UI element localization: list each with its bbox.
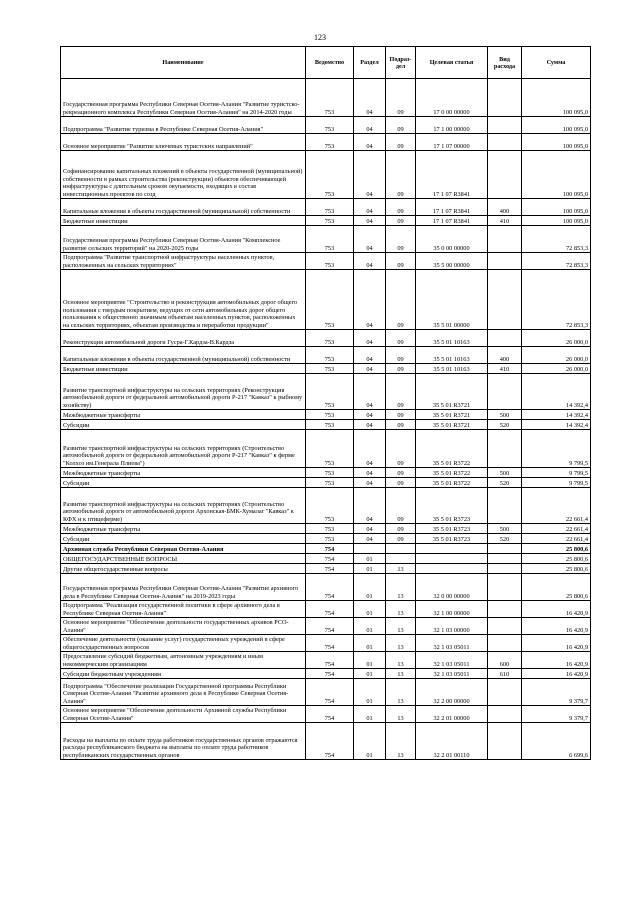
cell-department: 753 xyxy=(306,524,354,534)
cell-subsection: 09 xyxy=(386,524,416,534)
cell-department: 753 xyxy=(306,270,354,330)
cell-subsection: 13 xyxy=(386,706,416,723)
cell-sum: 16 420,9 xyxy=(522,669,591,679)
cell-section: 04 xyxy=(354,270,386,330)
table-row xyxy=(61,652,591,669)
cell-subsection xyxy=(386,544,416,554)
cell-name: Основное мероприятие "Обеспечение деятельности государственных архивов РСО-Алания" xyxy=(61,618,306,635)
table-row xyxy=(61,554,591,564)
cell-name: Капитальные вложения в объекты государственной (муниципальной) собственности xyxy=(61,347,306,364)
cell-section: 04 xyxy=(354,347,386,364)
cell-expense-type xyxy=(488,330,522,347)
table-row xyxy=(61,618,591,635)
cell-sum: 25 800,6 xyxy=(522,544,591,554)
cell-sum: 100 095,0 xyxy=(522,134,591,151)
cell-department: 753 xyxy=(306,534,354,544)
cell-section: 01 xyxy=(354,706,386,723)
cell-name: Основное мероприятие "Развитие ключевых туристских направлений" xyxy=(61,134,306,151)
cell-target-item: 32 1 03 05011 xyxy=(416,669,488,679)
cell-department: 753 xyxy=(306,117,354,134)
table-row xyxy=(61,253,591,270)
cell-department: 753 xyxy=(306,199,354,216)
cell-subsection: 09 xyxy=(386,226,416,253)
cell-sum: 22 661,4 xyxy=(522,534,591,544)
cell-subsection: 09 xyxy=(386,410,416,420)
cell-subsection: 09 xyxy=(386,364,416,374)
cell-target-item: 32 1 00 00000 xyxy=(416,601,488,618)
cell-subsection: 09 xyxy=(386,478,416,488)
cell-subsection: 13 xyxy=(386,635,416,652)
cell-section: 01 xyxy=(354,723,386,760)
cell-name: Основное мероприятие "Обеспечение деятельности Архивной службы Республики Северная Осетия-Алания" xyxy=(61,706,306,723)
cell-sum: 9 799,5 xyxy=(522,430,591,468)
cell-department: 753 xyxy=(306,134,354,151)
cell-target-item: 35 5 01 R3722 xyxy=(416,430,488,468)
cell-department: 754 xyxy=(306,669,354,679)
cell-expense-type: 520 xyxy=(488,478,522,488)
cell-subsection: 09 xyxy=(386,117,416,134)
cell-target-item: 17 1 07 R3841 xyxy=(416,199,488,216)
cell-section: 04 xyxy=(354,488,386,524)
table-row xyxy=(61,410,591,420)
cell-subsection: 09 xyxy=(386,79,416,117)
cell-expense-type xyxy=(488,79,522,117)
cell-department: 754 xyxy=(306,635,354,652)
cell-sum: 9 799,5 xyxy=(522,478,591,488)
page-number: 123 xyxy=(314,33,326,42)
cell-subsection: 09 xyxy=(386,347,416,364)
cell-target-item: 17 1 07 R3841 xyxy=(416,216,488,226)
cell-target-item: 17 1 00 00000 xyxy=(416,117,488,134)
cell-subsection: 09 xyxy=(386,534,416,544)
cell-section: 04 xyxy=(354,79,386,117)
cell-name: Предоставление субсидий бюджетным, автономным учреждениям и иным некоммерческим организациям xyxy=(61,652,306,669)
cell-department: 753 xyxy=(306,420,354,430)
cell-name: Другие общегосударственные вопросы xyxy=(61,564,306,574)
cell-name: ОБЩЕГОСУДАРСТВЕННЫЕ ВОПРОСЫ xyxy=(61,554,306,564)
cell-department: 754 xyxy=(306,564,354,574)
cell-department: 754 xyxy=(306,574,354,601)
cell-name: Подпрограмма "Реализация государственной политики в сфере архивного дела в Республике Северная Осетия-Алания" xyxy=(61,601,306,618)
budget-table xyxy=(60,46,591,760)
cell-expense-type: 410 xyxy=(488,216,522,226)
cell-section: 01 xyxy=(354,564,386,574)
cell-subsection: 09 xyxy=(386,151,416,199)
cell-target-item: 35 5 01 R3721 xyxy=(416,410,488,420)
cell-target-item: 35 0 00 00000 xyxy=(416,226,488,253)
cell-name: Межбюджетные трансферты xyxy=(61,468,306,478)
cell-sum: 16 420,9 xyxy=(522,601,591,618)
cell-target-item: 35 5 01 R3723 xyxy=(416,488,488,524)
table-row xyxy=(61,79,591,117)
table-row xyxy=(61,574,591,601)
cell-target-item: 35 5 01 R3723 xyxy=(416,534,488,544)
cell-subsection: 13 xyxy=(386,618,416,635)
cell-name: Государственная программа Республики Северная Осетия-Алания "Комплексное развитие сельских территорий" на 2020-2025 годы xyxy=(61,226,306,253)
cell-subsection: 09 xyxy=(386,216,416,226)
table-row xyxy=(61,216,591,226)
cell-target-item: 35 5 01 R3722 xyxy=(416,468,488,478)
cell-sum: 100 095,0 xyxy=(522,216,591,226)
cell-target-item: 17 0 00 00000 xyxy=(416,79,488,117)
cell-sum: 16 420,9 xyxy=(522,635,591,652)
cell-expense-type xyxy=(488,601,522,618)
cell-target-item: 35 5 01 10163 xyxy=(416,347,488,364)
cell-section: 04 xyxy=(354,226,386,253)
table-row xyxy=(61,534,591,544)
table-row xyxy=(61,635,591,652)
cell-expense-type: 400 xyxy=(488,199,522,216)
table-row xyxy=(61,723,591,760)
table-row xyxy=(61,468,591,478)
cell-target-item: 35 5 01 R3721 xyxy=(416,420,488,430)
cell-section: 01 xyxy=(354,679,386,706)
cell-section: 04 xyxy=(354,134,386,151)
cell-target-item: 35 5 01 10163 xyxy=(416,364,488,374)
table-row xyxy=(61,364,591,374)
cell-expense-type: 500 xyxy=(488,468,522,478)
cell-department: 753 xyxy=(306,410,354,420)
cell-name: Развитие транспортной инфраструктуры на сельских территориях (Реконструкция автомобильной дороги от федеральной автомобильной дороги Р-217 "Кавказ" к рыбному хозяйству) xyxy=(61,374,306,410)
cell-name: Межбюджетные трансферты xyxy=(61,524,306,534)
cell-subsection: 09 xyxy=(386,270,416,330)
cell-sum: 6 699,6 xyxy=(522,723,591,760)
cell-target-item xyxy=(416,564,488,574)
cell-sum: 26 000,0 xyxy=(522,330,591,347)
cell-section: 01 xyxy=(354,601,386,618)
cell-subsection: 09 xyxy=(386,488,416,524)
cell-sum: 100 095,0 xyxy=(522,151,591,199)
cell-sum: 26 000,0 xyxy=(522,364,591,374)
cell-subsection: 13 xyxy=(386,601,416,618)
cell-target-item: 35 5 00 00000 xyxy=(416,253,488,270)
cell-expense-type xyxy=(488,253,522,270)
table-row xyxy=(61,706,591,723)
cell-expense-type xyxy=(488,723,522,760)
cell-subsection: 09 xyxy=(386,253,416,270)
cell-section: 04 xyxy=(354,253,386,270)
table-row xyxy=(61,669,591,679)
cell-section: 04 xyxy=(354,410,386,420)
table-row xyxy=(61,226,591,253)
cell-sum: 25 800,6 xyxy=(522,564,591,574)
cell-sum: 14 392,4 xyxy=(522,410,591,420)
cell-subsection: 13 xyxy=(386,723,416,760)
cell-target-item: 35 5 01 R3723 xyxy=(416,524,488,534)
cell-section: 01 xyxy=(354,652,386,669)
cell-target-item: 35 5 01 10163 xyxy=(416,330,488,347)
cell-expense-type xyxy=(488,488,522,524)
cell-sum: 14 392,4 xyxy=(522,374,591,410)
cell-sum: 22 661,4 xyxy=(522,524,591,534)
cell-target-item: 32 1 03 05011 xyxy=(416,635,488,652)
table-row xyxy=(61,478,591,488)
cell-expense-type xyxy=(488,706,522,723)
cell-target-item: 35 5 01 R3721 xyxy=(416,374,488,410)
cell-name: Государственная программа Республики Северная Осетия-Алания "Развитие туристско-рекреационного комплекса Республики Северная Осетия-Алания" на 2014-2020 годы xyxy=(61,79,306,117)
cell-section: 04 xyxy=(354,117,386,134)
cell-name: Развитие транспортной инфраструктуры на сельских территориях (Строительство автомобильной дороги от автомобильной дороги Архонская-БМК-Хумалаг "Кавказ" к КФХ и к птицеферме) xyxy=(61,488,306,524)
cell-expense-type xyxy=(488,618,522,635)
cell-subsection: 09 xyxy=(386,330,416,347)
table-header-row xyxy=(61,47,591,79)
cell-name: Подпрограмма "Развитие туризма в Республике Северная Осетия-Алания" xyxy=(61,117,306,134)
cell-name: Развитие транспортной инфраструктуры на сельских территориях (Строительство автомобильной дороги от федеральной автомобильной дороги Р-217 "Кавказ" к ферме "Колхоз им.Генерала Плиева") xyxy=(61,430,306,468)
table-row xyxy=(61,151,591,199)
cell-department: 754 xyxy=(306,706,354,723)
cell-target-item: 17 1 07 R3841 xyxy=(416,151,488,199)
cell-name: Подпрограмма "Обеспечение реализации Государственной программы Республики Северная Осетия-Алания "Развитие архивного дела в Республике Северная Осетия-Алания" xyxy=(61,679,306,706)
table-row xyxy=(61,488,591,524)
cell-expense-type xyxy=(488,151,522,199)
cell-name: Субсидии xyxy=(61,534,306,544)
cell-department: 754 xyxy=(306,652,354,669)
cell-subsection: 13 xyxy=(386,564,416,574)
cell-subsection: 09 xyxy=(386,134,416,151)
cell-sum: 9 379,7 xyxy=(522,679,591,706)
cell-section: 04 xyxy=(354,478,386,488)
cell-name: Обеспечение деятельности (оказание услуг) государственных учреждений в сфере общегосударственных вопросов xyxy=(61,635,306,652)
cell-subsection: 09 xyxy=(386,374,416,410)
cell-section: 04 xyxy=(354,364,386,374)
cell-sum: 22 661,4 xyxy=(522,488,591,524)
cell-department: 754 xyxy=(306,601,354,618)
table-row xyxy=(61,544,591,554)
cell-sum: 100 095,0 xyxy=(522,117,591,134)
cell-subsection: 09 xyxy=(386,468,416,478)
cell-target-item: 32 1 03 05011 xyxy=(416,652,488,669)
cell-department: 754 xyxy=(306,618,354,635)
cell-section: 04 xyxy=(354,524,386,534)
cell-target-item: 17 1 07 00000 xyxy=(416,134,488,151)
cell-department: 753 xyxy=(306,430,354,468)
cell-target-item xyxy=(416,544,488,554)
cell-section: 04 xyxy=(354,430,386,468)
cell-section: 04 xyxy=(354,216,386,226)
header-expense-type: Вид расхода xyxy=(488,47,522,79)
cell-sum: 100 095,0 xyxy=(522,199,591,216)
cell-department: 753 xyxy=(306,478,354,488)
cell-subsection xyxy=(386,554,416,564)
cell-sum: 16 420,9 xyxy=(522,652,591,669)
header-subsection: Подраз-дел xyxy=(386,47,416,79)
cell-section: 04 xyxy=(354,468,386,478)
cell-sum: 26 000,0 xyxy=(522,347,591,364)
cell-department: 754 xyxy=(306,544,354,554)
cell-target-item: 32 2 01 00110 xyxy=(416,723,488,760)
cell-section: 01 xyxy=(354,635,386,652)
cell-target-item: 32 0 00 00000 xyxy=(416,574,488,601)
cell-department: 754 xyxy=(306,679,354,706)
cell-subsection: 13 xyxy=(386,669,416,679)
cell-department: 753 xyxy=(306,330,354,347)
cell-section: 04 xyxy=(354,151,386,199)
cell-subsection: 09 xyxy=(386,199,416,216)
cell-department: 753 xyxy=(306,364,354,374)
cell-department: 753 xyxy=(306,79,354,117)
cell-sum: 14 392,4 xyxy=(522,420,591,430)
cell-sum: 25 800,6 xyxy=(522,574,591,601)
cell-section: 04 xyxy=(354,374,386,410)
cell-name: Субсидии xyxy=(61,420,306,430)
cell-expense-type: 610 xyxy=(488,669,522,679)
table-row xyxy=(61,524,591,534)
cell-subsection: 09 xyxy=(386,420,416,430)
table-body xyxy=(61,79,591,760)
table-row xyxy=(61,420,591,430)
cell-target-item: 32 2 01 00000 xyxy=(416,706,488,723)
cell-name: Бюджетные инвестиции xyxy=(61,216,306,226)
table-row xyxy=(61,430,591,468)
cell-sum: 72 853,3 xyxy=(522,270,591,330)
cell-section: 04 xyxy=(354,420,386,430)
cell-department: 753 xyxy=(306,253,354,270)
cell-name: Субсидии xyxy=(61,478,306,488)
cell-name: Подпрограмма "Развитие транспортной инфраструктуры населенных пунктов, расположенных на сельских территориях" xyxy=(61,253,306,270)
cell-expense-type: 520 xyxy=(488,534,522,544)
cell-section: 04 xyxy=(354,199,386,216)
header-target-item: Целевая статья xyxy=(416,47,488,79)
cell-expense-type xyxy=(488,374,522,410)
cell-subsection: 13 xyxy=(386,574,416,601)
cell-target-item: 32 2 00 00000 xyxy=(416,679,488,706)
cell-department: 753 xyxy=(306,374,354,410)
table-row xyxy=(61,330,591,347)
cell-sum: 100 095,0 xyxy=(522,79,591,117)
cell-expense-type xyxy=(488,635,522,652)
cell-name: Реконструкция автомобильной дороги Гусра-Г.Кардза-В.Кардза xyxy=(61,330,306,347)
cell-name: Бюджетные инвестиции xyxy=(61,364,306,374)
cell-expense-type xyxy=(488,679,522,706)
cell-section: 01 xyxy=(354,618,386,635)
cell-name: Субсидии бюджетным учреждениям xyxy=(61,669,306,679)
cell-sum: 16 420,9 xyxy=(522,618,591,635)
cell-subsection: 13 xyxy=(386,679,416,706)
cell-sum: 72 853,3 xyxy=(522,226,591,253)
cell-expense-type: 520 xyxy=(488,420,522,430)
cell-section: 01 xyxy=(354,669,386,679)
cell-subsection: 09 xyxy=(386,430,416,468)
cell-department: 753 xyxy=(306,347,354,364)
cell-department: 753 xyxy=(306,216,354,226)
table-row xyxy=(61,199,591,216)
cell-name: Архивная служба Республики Северная Осетия-Алания xyxy=(61,544,306,554)
cell-section xyxy=(354,544,386,554)
cell-expense-type xyxy=(488,564,522,574)
cell-target-item: 32 1 03 00000 xyxy=(416,618,488,635)
cell-department: 754 xyxy=(306,554,354,564)
cell-expense-type xyxy=(488,574,522,601)
cell-section: 04 xyxy=(354,534,386,544)
cell-expense-type: 500 xyxy=(488,410,522,420)
cell-section: 01 xyxy=(354,574,386,601)
table-row xyxy=(61,374,591,410)
table-row xyxy=(61,134,591,151)
cell-expense-type: 500 xyxy=(488,524,522,534)
cell-expense-type xyxy=(488,554,522,564)
cell-name: Расходы на выплаты по оплате труда работников государственных органов отражаются расходы республиканского бюджета на выплаты по оплате труда работников республиканских государственных органов xyxy=(61,723,306,760)
cell-expense-type: 600 xyxy=(488,652,522,669)
cell-name: Государственная программа Республики Северная Осетия-Алания "Развитие архивного дела в Республике Северная Осетия-Алания" на 2019-2023 годы xyxy=(61,574,306,601)
cell-sum: 9 379,7 xyxy=(522,706,591,723)
table-row xyxy=(61,270,591,330)
table-row xyxy=(61,117,591,134)
cell-name: Основное мероприятие "Строительство и реконструкция автомобильных дорог общего пользования с твердым покрытием, ведущих от сети автомобильных дорог общего пользования к общественно значимым объектам населенных пунктов, расположенных на сельских территориях, объектам производства и переработки продукции" xyxy=(61,270,306,330)
header-section: Раздел xyxy=(354,47,386,79)
cell-expense-type xyxy=(488,544,522,554)
cell-sum: 9 799,5 xyxy=(522,468,591,478)
table-row xyxy=(61,347,591,364)
cell-expense-type xyxy=(488,270,522,330)
cell-sum: 25 800,6 xyxy=(522,554,591,564)
cell-expense-type: 410 xyxy=(488,364,522,374)
cell-target-item: 35 5 01 R3722 xyxy=(416,478,488,488)
table-row xyxy=(61,601,591,618)
cell-name: Капитальные вложения в объекты государственной (муниципальной) собственности xyxy=(61,199,306,216)
cell-department: 754 xyxy=(306,723,354,760)
cell-section: 01 xyxy=(354,554,386,564)
cell-department: 753 xyxy=(306,226,354,253)
cell-name: Межбюджетные трансферты xyxy=(61,410,306,420)
cell-expense-type xyxy=(488,117,522,134)
cell-department: 753 xyxy=(306,488,354,524)
cell-name: Софинансирование капитальных вложений в объекты государственной (муниципальной) собственности в рамках строительства (реконструкции) объектов обеспечивающей инфраструктуры с длительным сроком окупаемости, входящих в состав инвестиционных проектов по созд xyxy=(61,151,306,199)
cell-expense-type xyxy=(488,430,522,468)
cell-department: 753 xyxy=(306,468,354,478)
cell-target-item xyxy=(416,554,488,564)
cell-section: 04 xyxy=(354,330,386,347)
cell-target-item: 35 5 01 00000 xyxy=(416,270,488,330)
header-sum: Сумма xyxy=(522,47,591,79)
cell-subsection: 13 xyxy=(386,652,416,669)
cell-sum: 72 853,3 xyxy=(522,253,591,270)
header-department: Ведомство xyxy=(306,47,354,79)
cell-expense-type: 400 xyxy=(488,347,522,364)
cell-expense-type xyxy=(488,226,522,253)
cell-department: 753 xyxy=(306,151,354,199)
table-row xyxy=(61,679,591,706)
header-name: Наименование xyxy=(61,47,306,79)
table-row xyxy=(61,564,591,574)
cell-expense-type xyxy=(488,134,522,151)
